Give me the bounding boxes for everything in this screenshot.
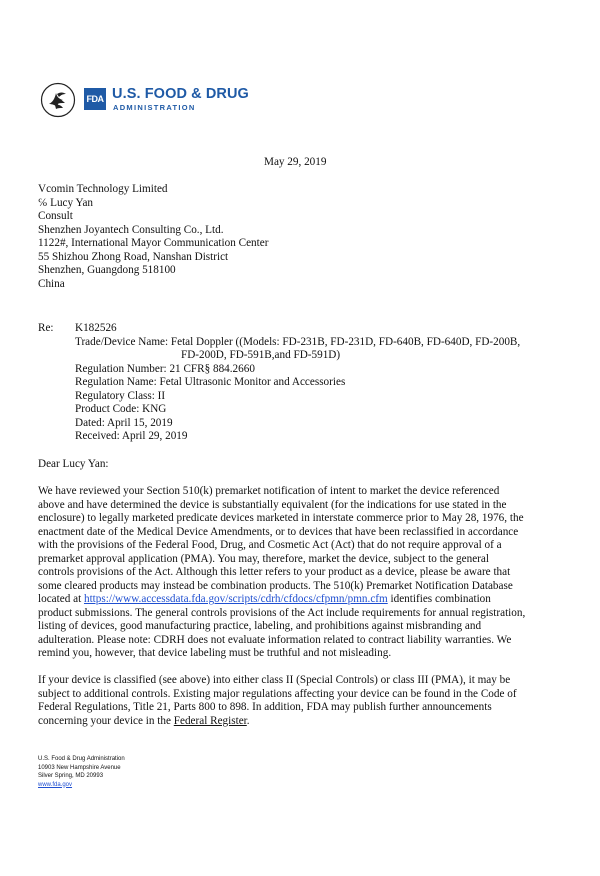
paragraph-line: listing of devices, good manufacturing practice, labeling, and prohibitions against misbranding and: [38, 620, 482, 632]
re-block: [75, 322, 520, 444]
paragraph-line: [38, 593, 560, 607]
addressee-block: [38, 183, 268, 291]
line-text: concerning your device in the: [38, 714, 174, 727]
address-line: ℅ Lucy Yan: [38, 196, 94, 209]
trade-device-name-cont: FD-200D, FD-591B,and FD-591D): [181, 349, 341, 361]
paragraph-2: [38, 674, 560, 728]
paragraph-line: enactment date of the Medical Device Amendments, or to devices that have been reclassified in accordance: [38, 525, 519, 538]
line-text: located at: [38, 593, 84, 605]
footer-address: [38, 755, 125, 789]
agency-title: U.S. FOOD & DRUG: [112, 86, 249, 102]
received: Received: April 29, 2019: [75, 430, 188, 442]
address-line: 55 Shizhou Zhong Road, Nanshan District: [38, 250, 229, 263]
dated: Dated: April 15, 2019: [75, 416, 173, 429]
paragraph-line: enclosure) to legally marketed predicate devices marketed in interstate commerce prior to May 28, 1976, the: [38, 512, 524, 524]
product-code: Product Code: KNG: [75, 403, 167, 415]
federal-register-link[interactable]: Federal Register: [173, 714, 247, 727]
paragraph-line: with the provisions of the Federal Food, Drug, and Cosmetic Act (Act) that do not require approval of a: [38, 539, 502, 551]
address-line: China: [38, 277, 65, 290]
line-text: .: [246, 714, 250, 727]
paragraph-line: adulteration. Please note: CDRH does not evaluate information related to contract liability warranties. We: [38, 633, 512, 646]
line-text: identifies combination: [387, 593, 491, 605]
paragraph-line: premarket approval application (PMA). You may, therefore, market the device, subject to the general: [38, 552, 489, 565]
letter-date: May 29, 2019: [264, 156, 327, 168]
paragraph-line: product submissions. The general controls provisions of the Act include requirements for annual registration,: [38, 606, 526, 619]
address-line: Consult: [38, 210, 73, 222]
fda-logo-box: FDA: [84, 88, 106, 110]
agency-subtitle: ADMINISTRATION: [113, 103, 196, 112]
address-line: 1122#, International Mayor Communication Center: [38, 237, 269, 249]
paragraph-line: If your device is classified (see above) into either class II (Special Controls) or class III (PMA), it may be: [38, 674, 511, 686]
trade-device-name: Trade/Device Name: Fetal Doppler ((Models: FD-231B, FD-231D, FD-640B, FD-640D, FD-200B,: [75, 335, 521, 348]
k-number: K182526: [75, 322, 117, 334]
address-line: Vcomin Technology Limited: [38, 183, 168, 195]
hhs-eagle-seal-icon: [40, 82, 76, 118]
regulatory-class: Regulatory Class: II: [75, 389, 166, 402]
paragraph-line: remind you, however, that device labeling must be truthful and not misleading.: [38, 647, 392, 659]
paragraph-line: above and have determined the device is substantially equivalent (for the indications for use stated in the: [38, 498, 507, 511]
salutation: Dear Lucy Yan:: [38, 458, 109, 470]
footer-line: U.S. Food & Drug Administration: [38, 756, 125, 762]
paragraph-line: We have reviewed your Section 510(k) premarket notification of intent to market the device referenced: [38, 485, 500, 497]
paragraph-line: controls provisions of the Act. Although this letter refers to your product as a device, please be aware that: [38, 566, 511, 578]
fda-website-link[interactable]: www.fda.gov: [38, 781, 73, 788]
re-label: Re:: [38, 322, 54, 334]
regulation-name: Regulation Name: Fetal Ultrasonic Monitor and Accessories: [75, 376, 346, 388]
paragraph-line: Federal Regulations, Title 21, Parts 800 to 898. In addition, FDA may publish further announcements: [38, 701, 492, 713]
regulation-number: Regulation Number: 21 CFR§ 884.2660: [75, 362, 255, 375]
paragraph-line: [38, 715, 560, 729]
footer-line: 10903 New Hampshire Avenue: [38, 764, 121, 771]
paragraph-1: [38, 485, 560, 661]
address-line: Shenzhen Joyantech Consulting Co., Ltd.: [38, 223, 224, 236]
paragraph-line: some cleared products may instead be combination products. The 510(k) Premarket Notification Database: [38, 579, 513, 592]
paragraph-line: subject to additional controls. Existing major regulations affecting your device can be found in the Code of: [38, 687, 517, 700]
pmn-database-link[interactable]: https://www.accessdata.fda.gov/scripts/cdrh/cfdocs/cfpmn/pmn.cfm: [83, 593, 388, 605]
footer-line: Silver Spring, MD 20993: [38, 773, 104, 779]
address-line: Shenzhen, Guangdong 518100: [38, 264, 176, 276]
